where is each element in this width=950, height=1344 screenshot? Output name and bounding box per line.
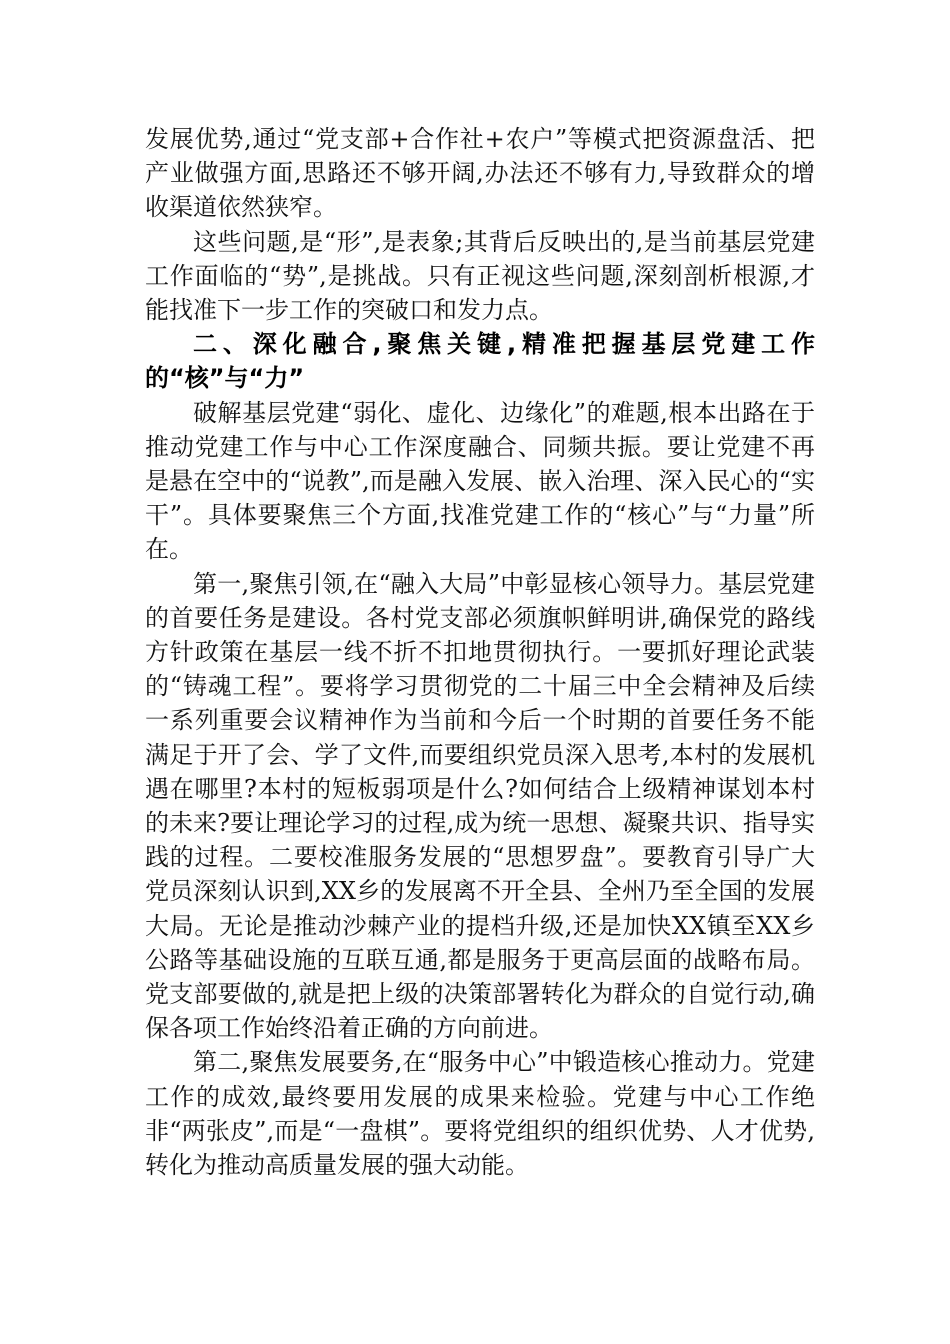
- paragraph-integration: 破解基层党建“弱化、虚化、边缘化”的难题,根本出路在于推动党建工作与中心工作深度融合、同频共振。要让党建不再是悬在空中的“说教”,而是融入发展、嵌入治理、深入民心的“实干”。具体要聚焦三个方面,找准党建工作的“核心”与“力量”所在。: [145, 398, 815, 564]
- paragraph-problems-summary: 这些问题,是“形”,是表象;其背后反映出的,是当前基层党建工作面临的“势”,是挑战。只有正视这些问题,深刻剖析根源,才能找准下一步工作的突破口和发力点。: [145, 227, 815, 325]
- section-heading-2: 二、深化融合,聚焦关键,精准把握基层党建工作的“核”与“力”: [145, 330, 815, 393]
- paragraph-first-focus: 第一,聚焦引领,在“融入大局”中彰显核心领导力。基层党建的首要任务是建设。各村党支部必须旗帜鲜明讲,确保党的路线方针政策在基层一线不折不扣地贯彻执行。一要抓好理论武装的“铸魂工程”。要将学习贯彻党的二十届三中全会精神及后续一系列重要会议精神作为当前和今后一个时期的首要任务不能满足于开了会、学了文件,而要组织党员深入思考,本村的发展机遇在哪里?本村的短板弱项是什么?如何结合上级精神谋划本村的未来?要让理论学习的过程,成为统一思想、凝聚共识、指导实践的过程。二要校准服务发展的“思想罗盘”。要教育引导广大党员深刻认识到,XX乡的发展离不开全县、全州乃至全国的发展大局。无论是推动沙棘产业的提档升级,还是加快XX镇至XX乡公路等基础设施的互联互通,都是服务于更高层面的战略布局。党支部要做的,就是把上级的决策部署转化为群众的自觉行动,确保各项工作始终沿着正确的方向前进。: [145, 569, 815, 1043]
- paragraph-second-focus: 第二,聚焦发展要务,在“服务中心”中锻造核心推动力。党建工作的成效,最终要用发展的成果来检验。党建与中心工作绝非“两张皮”,而是“一盘棋”。要将党组织的组织优势、人才优势,转化为推动高质量发展的强大动能。: [145, 1048, 815, 1180]
- paragraph-continuation: 发展优势,通过“党支部+合作社+农户”等模式把资源盘活、把产业做强方面,思路还不够开阔,办法还不够有力,导致群众的增收渠道依然狭窄。: [145, 125, 815, 222]
- document-body: [145, 122, 815, 1182]
